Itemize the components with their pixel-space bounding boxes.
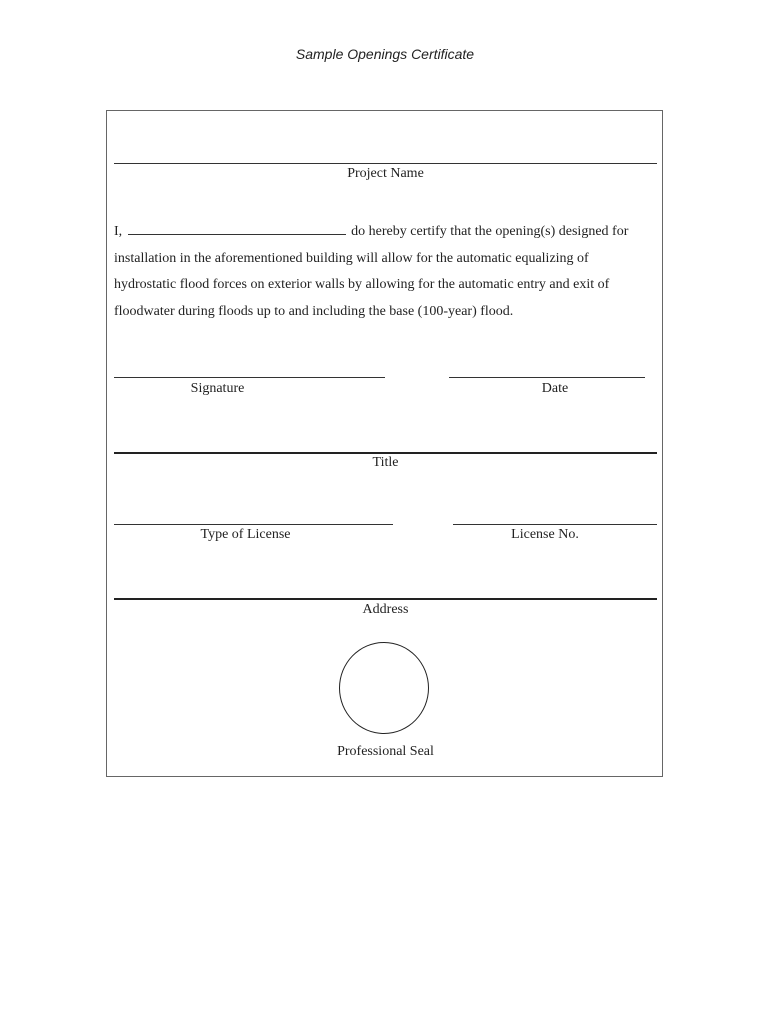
statement-line-1-text: do hereby certify that the opening(s) designed for bbox=[351, 224, 629, 239]
statement-line-3: hydrostatic flood forces on exterior walls by allowing for the automatic entry and exit of bbox=[114, 277, 610, 292]
statement-line-1 bbox=[114, 219, 659, 246]
address-label: Address bbox=[362, 602, 409, 617]
professional-seal-circle bbox=[339, 642, 429, 734]
address-line[interactable] bbox=[114, 598, 657, 600]
signature-label: Signature bbox=[190, 381, 245, 396]
statement-line-2: installation in the aforementioned building will allow for the automatic equalizing of bbox=[114, 250, 589, 266]
certification-statement bbox=[114, 219, 659, 325]
statement-prefix: I, bbox=[114, 224, 123, 239]
project-name-label: Project Name bbox=[347, 166, 424, 181]
certifier-name-blank[interactable] bbox=[128, 222, 346, 235]
license-no-label: License No. bbox=[511, 527, 579, 542]
signature-line[interactable] bbox=[114, 377, 385, 378]
title-label: Title bbox=[372, 455, 399, 470]
professional-seal-label: Professional Seal bbox=[337, 744, 434, 759]
statement-line-4: floodwater during floods up to and including the base (100-year) flood. bbox=[114, 303, 514, 319]
date-line[interactable] bbox=[449, 377, 645, 378]
page-title: Sample Openings Certificate bbox=[295, 46, 475, 62]
title-line[interactable] bbox=[114, 452, 657, 454]
license-no-line[interactable] bbox=[453, 524, 657, 525]
project-name-line[interactable] bbox=[114, 163, 657, 164]
certificate-form bbox=[106, 110, 663, 777]
license-type-label: Type of License bbox=[200, 527, 291, 542]
date-label: Date bbox=[541, 381, 569, 396]
license-type-line[interactable] bbox=[114, 524, 393, 525]
